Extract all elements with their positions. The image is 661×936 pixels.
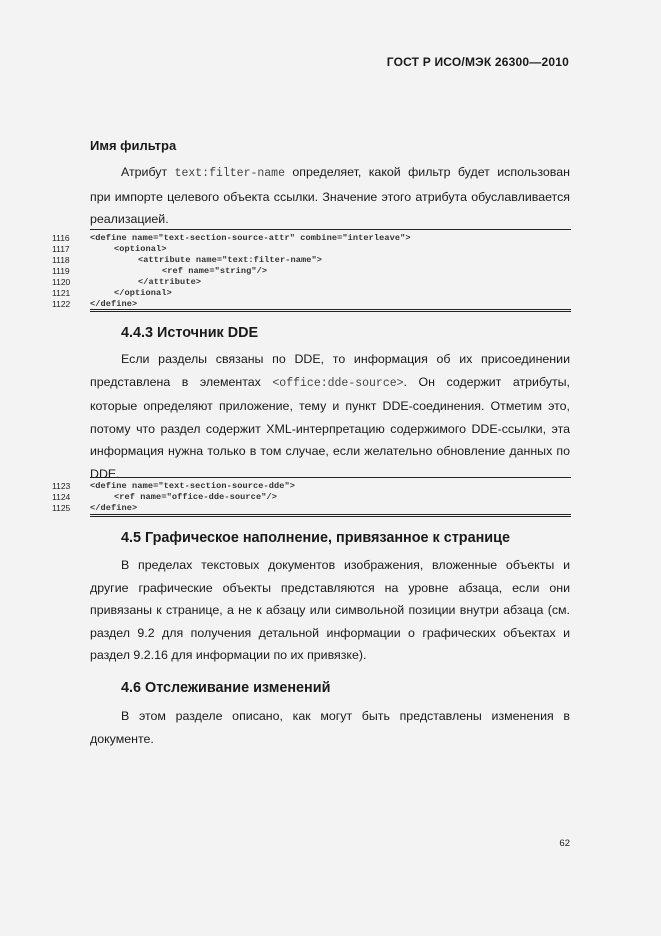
- code-text: </define>: [90, 299, 138, 309]
- paragraph-filter-text-after: определяет, какой фильтр будет использован при импорте целевого объекта ссылки. Значение этого атрибута обуславливается реализацией.: [90, 165, 570, 227]
- code-line: [52, 255, 571, 266]
- code-line: [52, 288, 571, 299]
- code-text: <define name="text-section-source-attr" combine="interleave">: [90, 233, 411, 243]
- line-number: 1116: [52, 233, 70, 243]
- line-number: 1120: [52, 277, 71, 287]
- inline-code-dde-source: <office:dde-source>: [272, 376, 404, 390]
- code-text: </define>: [90, 503, 138, 513]
- line-number: 1118: [52, 255, 70, 265]
- code-line: [52, 492, 571, 503]
- code-rule-bottom: [90, 514, 571, 518]
- code-line: [52, 244, 571, 255]
- code-text: <ref name="office-dde-source"/>: [114, 492, 277, 502]
- code-block-dde: [52, 477, 571, 517]
- heading-graphic-content: 4.5 Графическое наполнение, привязанное к странице: [121, 530, 510, 546]
- code-rule-bottom: [90, 309, 571, 313]
- line-number: 1124: [52, 492, 71, 502]
- line-number: 1121: [52, 288, 71, 298]
- paragraph-filter-text-before: Атрибут: [121, 165, 175, 179]
- code-text: </attribute>: [138, 277, 202, 287]
- code-text: </optional>: [114, 288, 172, 298]
- code-rule-top: [90, 477, 571, 478]
- code-text: <define name="text-section-source-dde">: [90, 481, 296, 491]
- code-text: <attribute name="text:filter-name">: [138, 255, 322, 265]
- code-line: [52, 503, 571, 514]
- paragraph-dde-text-after: . Он содержит атрибуты, которые определяют приложение, тему и пункт DDE-соединения. Отметим это, потому что раздел содержит XML-интерпретацию содержимого DDE-ссылки, эта информация нужна только в том случае, если желательно обновление данных по DDE.: [90, 374, 570, 481]
- line-number: 1123: [52, 481, 71, 491]
- heading-filter-name: Имя фильтра: [90, 138, 177, 153]
- code-text: <optional>: [114, 244, 167, 254]
- line-number: 1117: [52, 244, 70, 254]
- code-line: [52, 277, 571, 288]
- page-number: 62: [559, 838, 570, 849]
- paragraph-dde-text-before: Если разделы связаны по DDE, то информация об их присоединении представлена в элементах: [90, 352, 570, 389]
- code-line: [52, 266, 571, 277]
- code-line: [52, 481, 571, 492]
- page-header-standard: ГОСТ Р ИСО/МЭК 26300—2010: [386, 55, 569, 69]
- heading-change-tracking: 4.6 Отслеживание изменений: [121, 680, 331, 696]
- line-number: 1119: [52, 266, 70, 276]
- line-number: 1122: [52, 299, 71, 309]
- inline-code-filter-name: text:filter-name: [174, 167, 285, 180]
- paragraph-filter-name: [90, 161, 570, 231]
- paragraph-graphic-content: В пределах текстовых документов изображения, вложенные объекты и другие графические объекты представляются на уровне абзаца, если они привязаны к странице, а не к абзацу или символьной позиции внутри абзаца (см. раздел 9.2 для получения детальной информации о графических объектах и раздел 9.2.16 для информации по их привязке).: [90, 558, 570, 663]
- code-block-filter: [52, 229, 571, 311]
- code-text: <ref name="string"/>: [162, 266, 268, 276]
- paragraph-change-tracking: В этом разделе описано, как могут быть представлены изменения в документе.: [90, 709, 570, 746]
- line-number: 1125: [52, 503, 71, 513]
- code-line: [52, 233, 571, 244]
- paragraph-dde-source: [90, 348, 570, 486]
- code-rule-top: [90, 229, 571, 230]
- heading-dde-source: 4.4.3 Источник DDE: [121, 325, 259, 341]
